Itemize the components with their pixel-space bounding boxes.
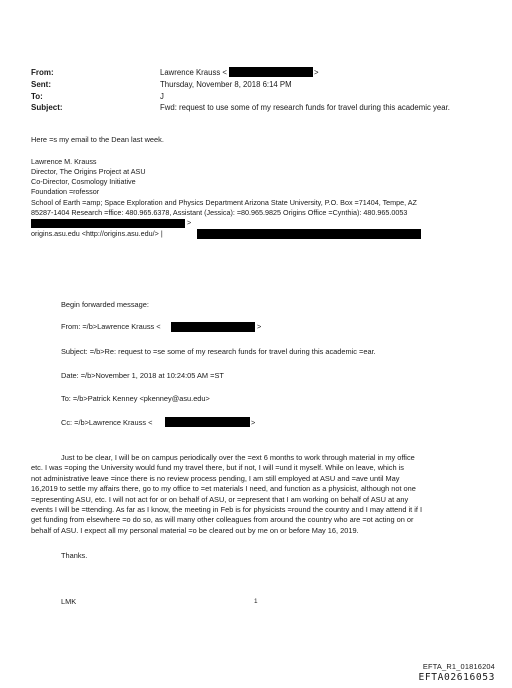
forward-from: From: =/b>Lawrence Krauss < [61,322,161,331]
body-line: get funding from elsewhere =o do so, as will many other colleagues from around the country who are =ot acting on or [31,515,414,524]
document-id: EFTA_R1_01816204 [422,662,495,671]
body-closing: LMK [61,597,77,606]
to-value: J [160,92,164,101]
body-line: Just to be clear, I will be on campus periodically over the =ext 6 months to work through material in my office [61,453,415,462]
body-line: etc. I was =oping the University would fund my travel there, but if not, I will =und it myself. While on leave, which is [31,463,404,472]
redaction-box [171,322,255,332]
forward-cc-close: > [251,418,256,427]
body-line: not administrative leave =ince there is no review process pending, I am still employed at ASU and =ave until May [31,474,400,483]
body-thanks: Thanks. [61,551,88,560]
from-label: From: [31,68,54,77]
to-label: To: [31,92,43,101]
signature-phones: 85287-1404 Research =ffice: 480.965.6378, Assistant (Jessica): =80.965.9825 Origins Office =Cynthia): 480.965.0053 [31,208,408,217]
redaction-box [229,67,313,77]
forward-subject: Subject: =/b>Re: request to =se some of my research funds for travel during this academic =ear. [61,347,376,356]
forward-cc: Cc: =/b>Lawrence Krauss < [61,418,153,427]
signature-redacted-close: > [187,218,192,227]
page-number: 1 [254,598,258,605]
subject-value: Fwd: request to use some of my research funds for travel during this academic year. [160,103,450,112]
bates-number: EFTA02616053 [418,672,495,683]
sent-value: Thursday, November 8, 2018 6:14 PM [160,80,292,89]
intro-line: Here =s my email to the Dean last week. [31,135,164,144]
signature-title: Director, The Origins Project at ASU [31,167,146,176]
forward-begin: Begin forwarded message: [61,300,149,309]
signature-title-3: Foundation =rofessor [31,187,100,196]
body-line: behalf of ASU. I expect all my personal material =o be cleared out by me on or before May 16, 2019. [31,526,359,535]
body-line: =epresenting ASU, etc. I will not act for or on behalf of ASU, or =epresent that I am working on behalf of ASU at any [31,495,409,504]
redaction-box [197,229,421,239]
redaction-box [165,417,250,427]
signature-title-2: Co-Director, Cosmology Initiative [31,177,136,186]
body-line: 16,2019 to settle my affairs there, go to my office to =et materials I need, and function as a physicist, although not one [31,484,416,493]
from-value: Lawrence Krauss < [160,68,227,77]
sent-label: Sent: [31,80,51,89]
signature-name: Lawrence M. Krauss [31,157,97,166]
body-line: events I will be =ttending. As far as I know, the meeting in Feb is for physicists =round the country and I may attend it if I [31,505,423,514]
from-close: > [314,68,319,77]
subject-label: Subject: [31,103,63,112]
signature-website: origins.asu.edu <http://origins.asu.edu/> | [31,229,163,238]
forward-from-close: > [257,322,262,331]
signature-address: School of Earth =amp; Space Exploration and Physics Department Arizona State University, P.O. Box =71404, Tempe, AZ [31,198,417,207]
forward-date: Date: =/b>November 1, 2018 at 10:24:05 AM =ST [61,371,224,380]
forward-to: To: =/b>Patrick Kenney <pkenney@asu.edu> [61,394,210,403]
redaction-box [31,219,185,228]
